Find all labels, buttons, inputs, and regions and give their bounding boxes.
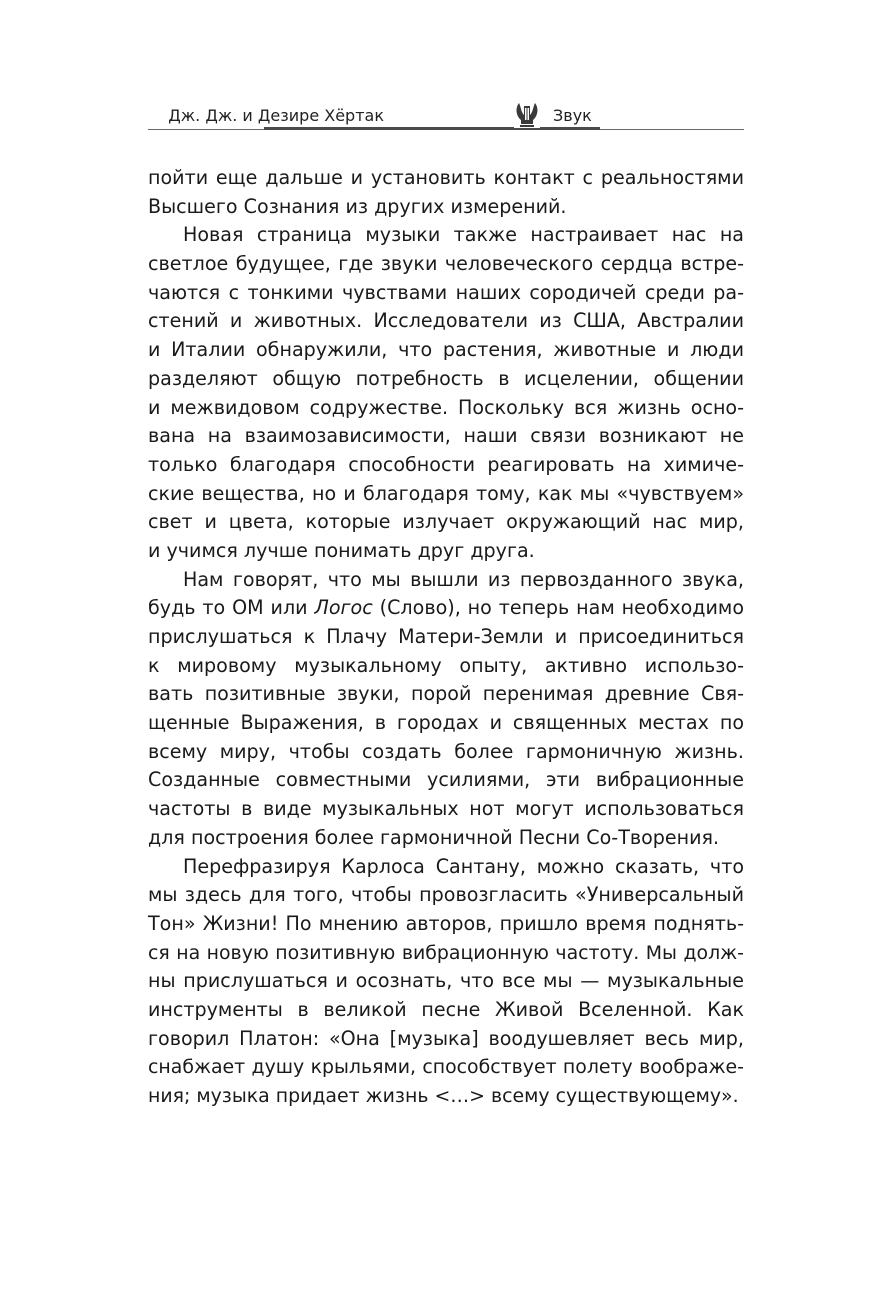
text-line: и учимся лучше понимать друг друга.: [148, 538, 535, 562]
paragraph-first-line: Новая страница музыки также настраивает нас на: [183, 223, 744, 247]
paragraph-first-line: Нам говорят, что мы вышли из первозданного звука,: [183, 567, 744, 591]
text-line: говорил Платон: «Она [музыка] воодушевляет весь мир,: [148, 1026, 744, 1050]
text-line: разделяют общую потребность в исцелении, общении: [148, 366, 744, 390]
text-segment: (Слово), но теперь нам необходимо: [372, 596, 744, 620]
text-line: пойти еще дальше и установить контакт с реальностями: [148, 166, 744, 189]
text-line: прислушаться к Плачу Матери-Земли и присоединиться: [148, 625, 744, 648]
text-line: ния; музыка придает жизнь <…> всему существующему».: [148, 1085, 739, 1107]
text-line: инструменты в великой песне Живой Вселенной. Как: [148, 997, 744, 1021]
lyre-icon: [514, 100, 540, 128]
text-line: ся на новую позитивную вибрационную частоту. Мы долж-: [148, 941, 744, 964]
text-line: мы здесь для того, чтобы провозгласить «Универсальный: [148, 883, 744, 907]
body-text: [148, 164, 744, 1111]
text-line: ны прислушаться и осознать, что все мы — музыкальные: [148, 969, 744, 993]
text-line: к мировому музыкальному опыту, активно использо-: [148, 653, 744, 677]
text-line: частоты в виде музыкальных нот могут использоваться: [148, 797, 744, 821]
text-line: Высшего Сознания из других измерений.: [148, 194, 567, 218]
text-line-with-italic: [148, 594, 744, 623]
text-line: чаются с тонкими чувствами наших сородичей среди ра-: [148, 280, 744, 304]
text-line: всему миру, чтобы создать более гармоничную жизнь.: [148, 739, 744, 763]
text-line: вать позитивные звуки, порой перенимая древние Свя-: [148, 682, 744, 706]
text-line: щенные Выражения, в городах и священных местах по: [148, 711, 744, 735]
text-line: снабжает душу крыльями, способствует полету воображе-: [148, 1056, 744, 1079]
text-line: только благодаря способности реагировать на химиче-: [148, 452, 744, 476]
paragraph-first-line: Перефразируя Карлоса Сантану, можно сказать, что: [183, 854, 744, 878]
text-segment: будь то ОМ или: [148, 596, 315, 620]
text-line: и Италии обнаружили, что растения, животные и люди: [148, 338, 744, 362]
header-rule-accent: [264, 127, 600, 130]
text-line: вана на взаимозависимости, наши связи возникают не: [148, 424, 744, 448]
running-header: [148, 96, 744, 136]
text-line: стений и животных. Исследователи из США, Австралии: [148, 309, 744, 333]
text-line: ские вещества, но и благодаря тому, как мы «чувствуем»: [148, 481, 744, 505]
text-line: и межвидовом содружестве. Поскольку вся жизнь осно-: [148, 395, 744, 419]
italic-term: Логос: [314, 596, 373, 620]
text-line: свет и цвета, которые излучает окружающий нас мир,: [148, 510, 744, 534]
text-line: Созданные совместными усилиями, эти вибрационные: [148, 768, 744, 792]
text-line: светлое будущее, где звуки человеческого сердца встре-: [148, 252, 744, 276]
header-author: Дж. Дж. и Дезире Хёртак: [168, 106, 384, 125]
text-line: для построения более гармоничной Песни Со-Творения.: [148, 825, 720, 849]
header-book-title: Звук: [553, 106, 592, 125]
text-line: Тон» Жизни! По мнению авторов, пришло время поднять-: [148, 911, 744, 935]
